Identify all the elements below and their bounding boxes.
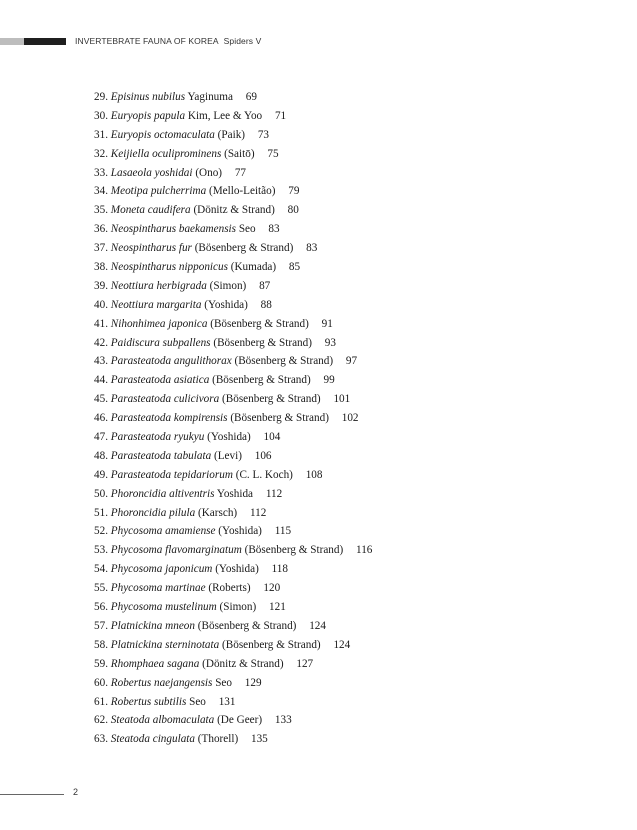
entry-number: 63. <box>94 733 108 746</box>
entry-page: 121 <box>269 601 286 614</box>
entry-number: 29. <box>94 91 108 103</box>
entry-author: (Yoshida) <box>204 298 248 311</box>
entry-species: Steatoda cingulata <box>110 733 195 746</box>
entry-author: (Bösenberg & Strand) <box>213 336 312 349</box>
contents-entry <box>94 201 372 220</box>
entry-species: Phycosoma amamiense <box>110 525 216 538</box>
contents-entry <box>94 220 372 239</box>
entry-page: 93 <box>324 336 336 349</box>
entry-species: Phoroncidia pilula <box>110 506 196 519</box>
entry-number: 37. <box>94 242 108 255</box>
entry-author: (Kumada) <box>230 261 277 274</box>
entry-species: Parasteatoda angulithorax <box>110 355 232 368</box>
entry-page: 112 <box>249 506 267 519</box>
contents-entry <box>94 126 372 145</box>
contents-entry <box>94 277 372 296</box>
entry-page: 75 <box>267 147 279 160</box>
contents-entry <box>94 182 372 201</box>
entry-author: (De Geer) <box>217 714 263 727</box>
entry-number: 42. <box>94 336 108 349</box>
contents-entry <box>94 693 372 712</box>
entry-species: Neospintharus baekamensis <box>110 223 237 236</box>
entry-number: 53. <box>94 544 108 557</box>
entry-page: 97 <box>345 355 358 368</box>
contents-entry <box>94 617 372 636</box>
entry-author: Seo <box>238 223 256 236</box>
entry-page: 83 <box>268 223 280 236</box>
entry-page: 129 <box>244 676 262 689</box>
entry-author: (Yoshida) <box>207 431 251 444</box>
entry-species: Euryopis octomaculata <box>110 128 215 141</box>
entry-page: 91 <box>321 317 333 330</box>
entry-species: Steatoda albomaculata <box>110 714 215 727</box>
entry-author: (Bösenberg & Strand) <box>212 374 311 387</box>
entry-species: Parasteatoda culicivora <box>110 393 220 406</box>
entry-author: (Mello-Leitão) <box>208 185 276 198</box>
entry-number: 54. <box>94 563 108 576</box>
entry-author: (Saitō) <box>224 147 255 160</box>
entry-page: 106 <box>254 449 272 462</box>
entry-number: 45. <box>94 393 108 406</box>
entry-species: Parasteatoda tepidariorum <box>110 468 233 481</box>
contents-entry <box>94 466 372 485</box>
entry-species: Parasteatoda ryukyu <box>110 431 205 444</box>
contents-entry <box>94 711 372 730</box>
entry-species: Phycosoma martinae <box>110 582 206 595</box>
page-number: 2 <box>73 787 79 797</box>
contents-entry <box>94 334 372 353</box>
entry-author: (Bösenberg & Strand) <box>222 638 321 651</box>
entry-number: 33. <box>94 166 108 179</box>
contents-entry <box>94 636 372 655</box>
entry-number: 38. <box>94 261 108 274</box>
entry-page: 112 <box>265 487 283 500</box>
contents-entry <box>94 560 372 579</box>
entry-species: Paidiscura subpallens <box>110 336 211 349</box>
entry-author: Seo <box>189 695 206 708</box>
contents-entry <box>94 296 372 315</box>
entry-species: Nihonhimea japonica <box>110 317 208 330</box>
entry-species: Neottiura margarita <box>110 298 202 311</box>
entry-species: Robertus subtilis <box>110 695 187 708</box>
entry-number: 41. <box>94 317 108 330</box>
contents-entry <box>94 164 372 183</box>
contents-entry <box>94 579 372 598</box>
entry-species: Episinus nubilus <box>110 91 186 103</box>
entry-page: 133 <box>274 714 292 727</box>
entry-number: 34. <box>94 185 108 198</box>
contents-entry <box>94 409 372 428</box>
entry-author: (Bösenberg & Strand) <box>222 393 321 406</box>
entry-page: 124 <box>309 619 326 632</box>
entry-author: (Simon) <box>209 279 247 292</box>
entry-author: Seo <box>215 676 232 689</box>
entry-number: 30. <box>94 109 108 122</box>
contents-entry <box>94 315 372 334</box>
entry-species: Phycosoma japonicum <box>110 563 213 576</box>
entry-page: 83 <box>306 242 318 255</box>
entry-species: Neospintharus fur <box>110 242 192 255</box>
entry-author: (Bösenberg & Strand) <box>197 619 297 632</box>
contents-entry <box>94 107 372 126</box>
entry-page: 115 <box>274 525 292 538</box>
entry-number: 57. <box>94 619 108 632</box>
entry-number: 44. <box>94 374 108 387</box>
entry-page: 131 <box>218 695 236 708</box>
contents-entry <box>94 598 372 617</box>
contents-list <box>94 88 372 749</box>
entry-author: (Levi) <box>213 449 242 462</box>
entry-number: 48. <box>94 449 108 462</box>
contents-entry <box>94 655 372 674</box>
entry-author: (Dönitz & Strand) <box>193 204 275 217</box>
entry-author: (Bösenberg & Strand) <box>194 242 294 255</box>
entry-page: 118 <box>271 563 288 576</box>
entry-page: 102 <box>341 412 359 425</box>
entry-page: 88 <box>260 298 272 311</box>
entry-page: 124 <box>333 638 351 651</box>
entry-number: 55. <box>94 582 108 595</box>
entry-page: 101 <box>333 393 351 406</box>
entry-author: (Bösenberg & Strand) <box>210 317 309 330</box>
contents-entry <box>94 730 372 749</box>
entry-page: 120 <box>263 582 281 595</box>
entry-author: Kim, Lee & Yoo <box>187 109 263 122</box>
entry-species: Parasteatoda kompirensis <box>110 412 228 425</box>
entry-page: 127 <box>296 657 314 670</box>
footer-rule <box>0 794 64 795</box>
entry-author: (Bösenberg & Strand) <box>234 355 334 368</box>
entry-page: 99 <box>323 374 335 387</box>
contents-entry <box>94 390 372 409</box>
entry-number: 36. <box>94 223 108 236</box>
entry-species: Robertus naejangensis <box>110 676 213 689</box>
entry-species: Phycosoma mustelinum <box>110 601 217 614</box>
running-header <box>75 36 261 46</box>
contents-entry <box>94 485 372 504</box>
contents-entry <box>94 522 372 541</box>
entry-species: Platnickina sterninotata <box>110 638 220 651</box>
entry-number: 39. <box>94 279 108 292</box>
header-subtitle: Spiders V <box>223 36 262 46</box>
entry-number: 51. <box>94 506 108 519</box>
entry-author: (Bösenberg & Strand) <box>244 544 344 557</box>
entry-species: Keijiella oculiprominens <box>110 147 222 160</box>
entry-species: Parasteatoda asiatica <box>110 374 210 387</box>
entry-species: Lasaeola yoshidai <box>110 166 193 179</box>
entry-species: Parasteatoda tabulata <box>110 449 212 462</box>
entry-author: (Karsch) <box>198 506 238 519</box>
contents-entry <box>94 447 372 466</box>
entry-species: Euryopis papula <box>110 109 186 122</box>
entry-species: Meotipa pulcherrima <box>110 185 207 198</box>
entry-author: (Thorell) <box>197 733 239 746</box>
entry-author: (Bösenberg & Strand) <box>230 412 329 425</box>
entry-page: 79 <box>288 185 300 198</box>
entry-number: 56. <box>94 601 108 614</box>
contents-entry <box>94 674 372 693</box>
contents-entry <box>94 352 372 371</box>
entry-number: 43. <box>94 355 108 368</box>
entry-number: 60. <box>94 676 108 689</box>
entry-number: 61. <box>94 695 108 708</box>
contents-entry <box>94 504 372 523</box>
entry-number: 46. <box>94 412 108 425</box>
contents-entry <box>94 258 372 277</box>
entry-author: (Simon) <box>219 601 257 614</box>
header-title: INVERTEBRATE FAUNA OF KOREA <box>75 36 219 46</box>
entry-number: 59. <box>94 657 108 670</box>
contents-entry <box>94 145 372 164</box>
entry-species: Phycosoma flavomarginatum <box>110 544 242 557</box>
entry-number: 35. <box>94 204 108 217</box>
entry-author: (C. L. Koch) <box>235 468 293 481</box>
entry-page: 104 <box>263 431 281 444</box>
entry-species: Moneta caudifera <box>110 204 191 217</box>
entry-number: 49. <box>94 468 108 481</box>
header-bar-dark <box>24 38 66 45</box>
entry-page: 87 <box>259 279 271 292</box>
entry-species: Phoroncidia altiventris <box>110 487 215 500</box>
entry-number: 31. <box>94 128 108 141</box>
entry-page: 69 <box>245 91 257 103</box>
entry-author: (Yoshida) <box>215 563 259 576</box>
contents-entry <box>94 428 372 447</box>
entry-page: 85 <box>288 261 301 274</box>
entry-author: (Dönitz & Strand) <box>202 657 284 670</box>
entry-number: 50. <box>94 487 108 500</box>
entry-species: Neottiura herbigrada <box>110 279 207 292</box>
entry-species: Platnickina mneon <box>110 619 195 632</box>
entry-number: 58. <box>94 638 108 651</box>
entry-author: (Ono) <box>195 166 223 179</box>
entry-number: 32. <box>94 147 108 160</box>
entry-species: Rhomphaea sagana <box>110 657 200 670</box>
entry-author: (Yoshida) <box>218 525 262 538</box>
entry-page: 116 <box>356 544 373 557</box>
entry-author: Yoshida <box>216 487 254 500</box>
entry-number: 52. <box>94 525 108 538</box>
entry-author: (Paik) <box>217 128 246 141</box>
entry-author: Yaginuma <box>187 91 233 103</box>
entry-author: (Roberts) <box>208 582 251 595</box>
contents-entry <box>94 239 372 258</box>
entry-page: 80 <box>287 204 299 217</box>
contents-entry <box>94 88 372 107</box>
contents-entry <box>94 541 372 560</box>
entry-number: 47. <box>94 431 108 444</box>
entry-number: 62. <box>94 714 108 727</box>
entry-page: 73 <box>257 128 269 141</box>
entry-page: 77 <box>234 166 247 179</box>
entry-page: 108 <box>305 468 323 481</box>
header-bar-light <box>0 38 24 45</box>
entry-species: Neospintharus nipponicus <box>110 261 228 274</box>
entry-page: 71 <box>274 109 287 122</box>
entry-number: 40. <box>94 298 108 311</box>
contents-entry <box>94 371 372 390</box>
entry-page: 135 <box>250 733 268 746</box>
